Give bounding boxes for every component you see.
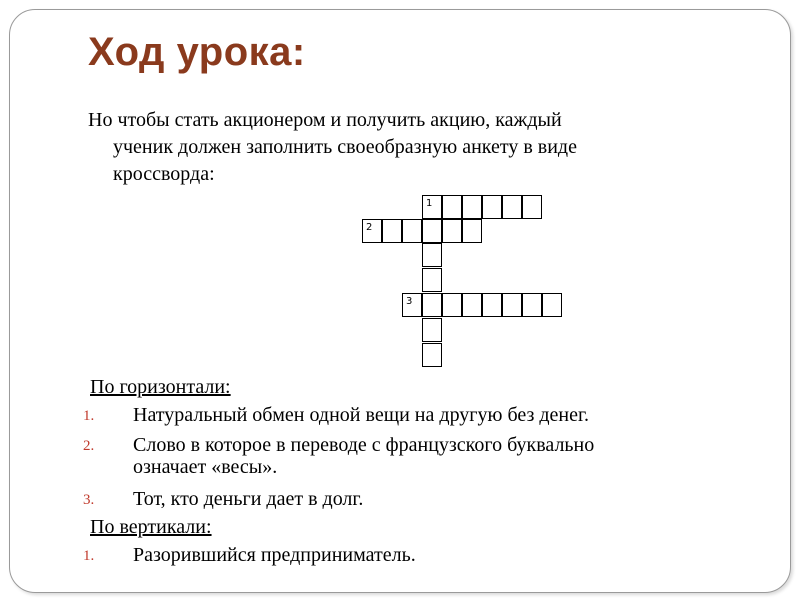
vertical-heading: По вертикали: <box>90 516 212 538</box>
list-item <box>83 404 723 428</box>
slide-title: Ход урока: <box>88 30 306 74</box>
crossword-cell[interactable] <box>442 195 462 219</box>
crossword-cell[interactable] <box>462 195 482 219</box>
clue-text: Натуральный обмен одной вещи на другую без денег. <box>133 404 589 426</box>
list-item <box>83 544 723 568</box>
intro-line-1: Но чтобы стать акционером и получить акцию, каждый <box>88 109 562 131</box>
crossword-cell[interactable] <box>522 195 542 219</box>
crossword-cell[interactable] <box>502 195 522 219</box>
crossword-cell[interactable] <box>442 219 462 243</box>
crossword-cell[interactable] <box>442 293 462 317</box>
item-number: 2. <box>83 438 95 454</box>
clue-text: Тот, кто деньги дает в долг. <box>133 488 364 510</box>
item-number: 1. <box>83 548 95 564</box>
clue-number-1: 1 <box>426 198 433 209</box>
crossword-cell[interactable] <box>422 268 442 292</box>
crossword-cell[interactable] <box>482 293 502 317</box>
crossword-cell[interactable] <box>502 293 522 317</box>
clue-text-line-1: Слово в которое в переводе с французского буквально <box>133 434 595 456</box>
horizontal-heading: По горизонтали: <box>90 376 231 398</box>
clue-number-2: 2 <box>366 222 373 233</box>
crossword-cell[interactable] <box>422 318 442 342</box>
crossword-cell[interactable] <box>422 293 442 317</box>
crossword-cell[interactable] <box>422 195 442 219</box>
crossword-cell[interactable] <box>482 195 502 219</box>
crossword-cell[interactable] <box>402 219 422 243</box>
clue-number-3: 3 <box>406 296 413 307</box>
clue-text-line-2: означает «весы». <box>133 456 278 478</box>
clue-text: Разорившийся предприниматель. <box>133 544 416 566</box>
intro-line-3: кроссворда: <box>113 163 215 185</box>
crossword-cell[interactable] <box>522 293 542 317</box>
list-item <box>83 434 723 482</box>
crossword-cell[interactable] <box>382 219 402 243</box>
crossword-cell[interactable] <box>462 293 482 317</box>
crossword-cell[interactable] <box>422 219 442 243</box>
list-item <box>83 488 723 512</box>
intro-line-2: ученик должен заполнить своеобразную анкету в виде <box>113 136 577 158</box>
intro-text <box>88 107 728 188</box>
crossword-cell[interactable] <box>542 293 562 317</box>
item-number: 3. <box>83 492 95 508</box>
crossword-cell[interactable] <box>422 343 442 367</box>
crossword-cell[interactable] <box>402 293 422 317</box>
crossword-cell[interactable] <box>422 243 442 267</box>
item-number: 1. <box>83 408 95 424</box>
crossword-cell[interactable] <box>462 219 482 243</box>
crossword-cell[interactable] <box>362 219 382 243</box>
